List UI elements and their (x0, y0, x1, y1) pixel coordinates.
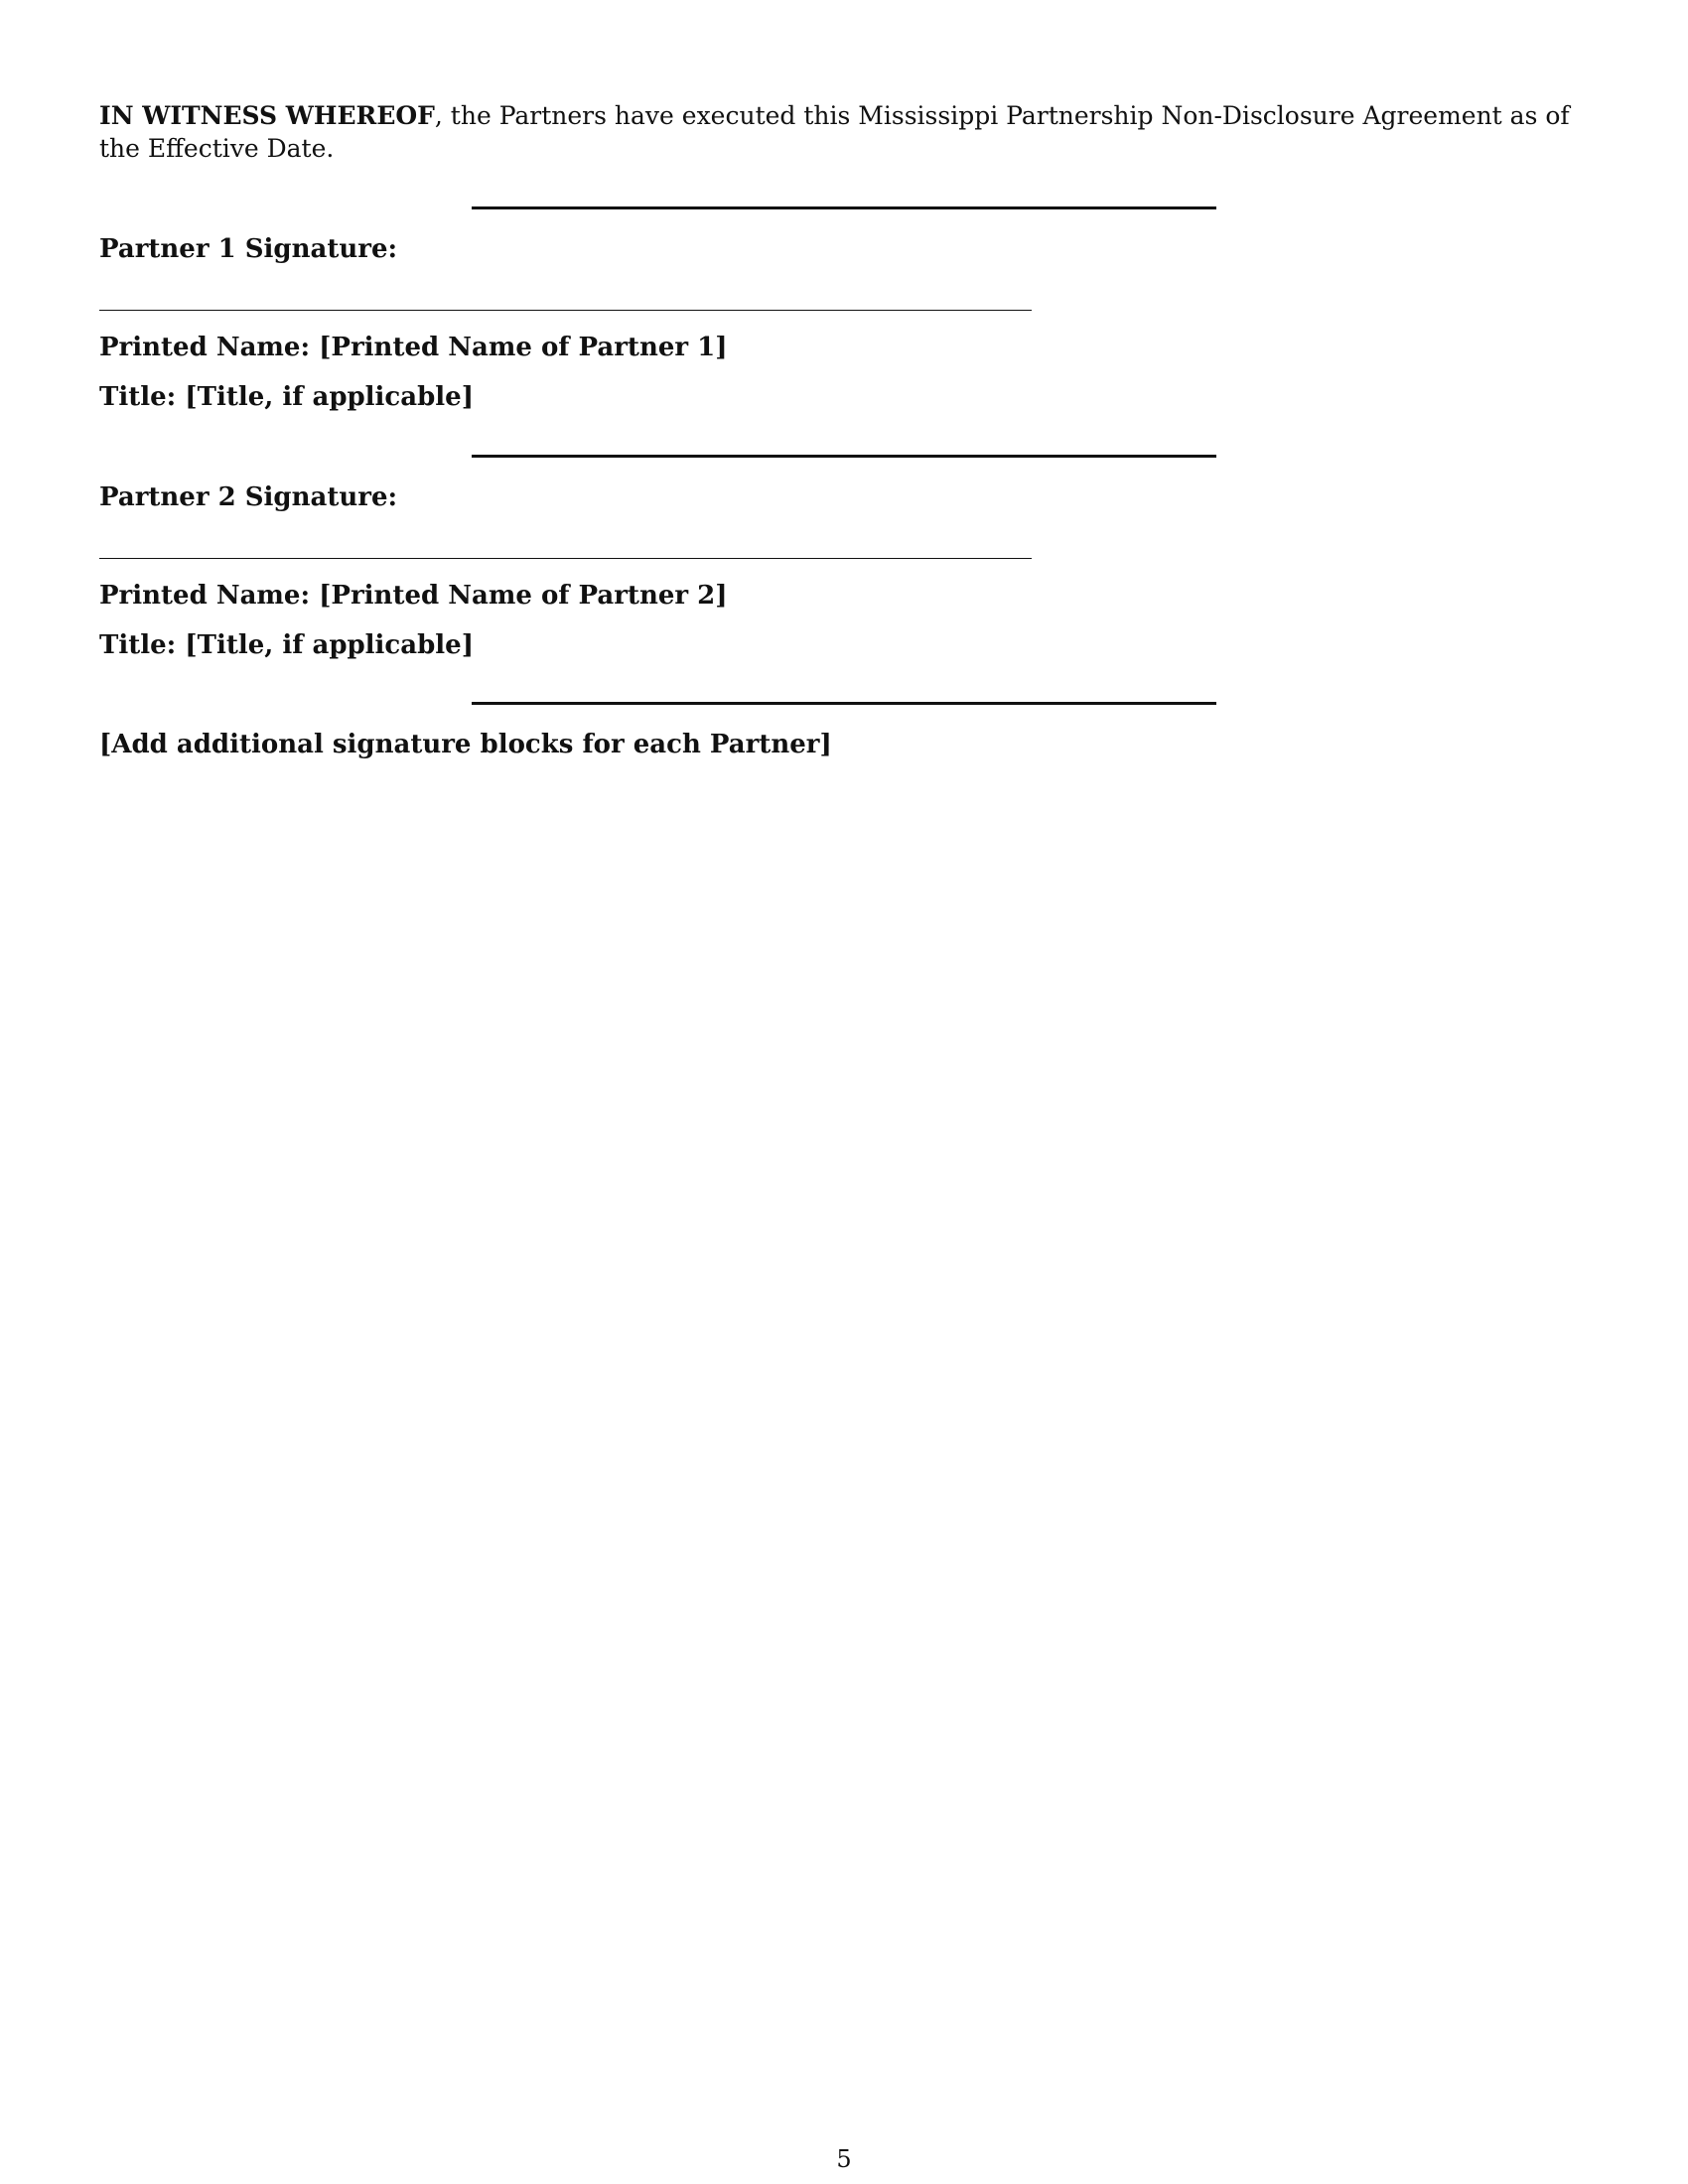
additional-signature-note: [Add additional signature blocks for each Partner] (99, 730, 832, 759)
partner-2-title: Title: [Title, if applicable] (99, 630, 475, 660)
partner-1-title: Title: [Title, if applicable] (99, 382, 475, 412)
partner-1-signature-label: Partner 1 Signature: (99, 234, 398, 264)
partner-2-signature-line (472, 455, 1216, 458)
partner-2-signature-label: Partner 2 Signature: (99, 482, 398, 512)
partner-1-printed-name: Printed Name: [Printed Name of Partner 1] (99, 333, 728, 362)
witness-lead: IN WITNESS WHEREOF (99, 101, 435, 130)
partner-1-name-line (99, 310, 1032, 311)
partner-2-printed-name: Printed Name: [Printed Name of Partner 2] (99, 581, 728, 611)
partner-2-name-line (99, 558, 1032, 559)
witness-text: , the Partners have executed this Mississippi Partnership Non-Disclosure Agreement as of the Effective Date. (99, 101, 1570, 163)
additional-signature-line (472, 702, 1216, 705)
witness-paragraph (99, 99, 1589, 165)
partner-1-signature-line (472, 206, 1216, 209)
page-number: 5 (836, 2145, 852, 2173)
